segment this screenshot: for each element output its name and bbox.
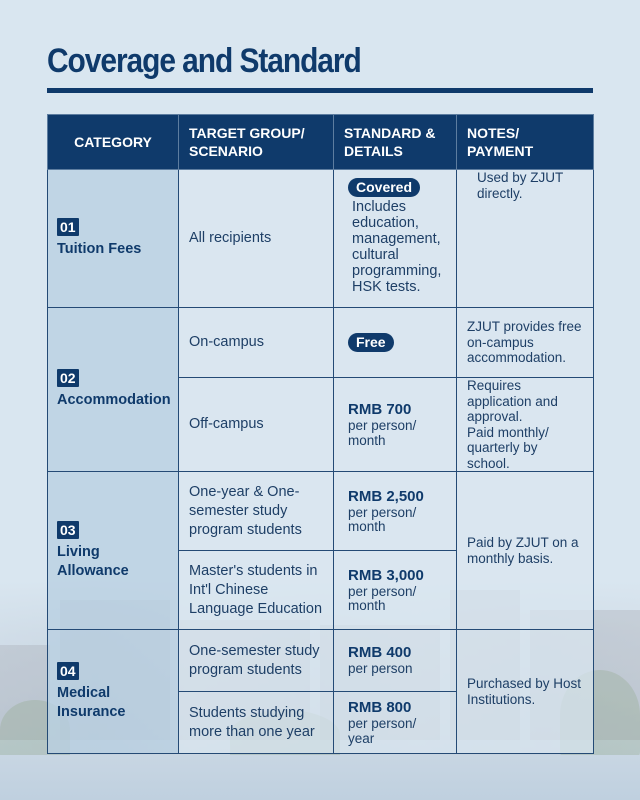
standard-cell bbox=[334, 170, 457, 308]
standard-cell bbox=[334, 630, 457, 692]
standard-cell bbox=[334, 308, 457, 378]
table-row-accommodation-on-campus bbox=[48, 308, 594, 378]
category-name: Accommodation bbox=[57, 392, 171, 408]
table-row-medical-insurance-1 bbox=[48, 630, 594, 692]
header-notes: NOTES/ PAYMENT bbox=[457, 115, 594, 170]
amount: RMB 800 bbox=[348, 699, 412, 716]
target-group-cell: All recipients bbox=[179, 170, 334, 308]
table-row-living-allowance-1 bbox=[48, 472, 594, 551]
notes-cell: Purchased by Host Institutions. bbox=[457, 630, 594, 754]
table-row-tuition bbox=[48, 170, 594, 308]
standard-cell bbox=[334, 472, 457, 551]
amount-unit: per person/ year bbox=[348, 716, 417, 746]
amount-unit: per person/ month bbox=[348, 418, 417, 448]
category-cell-medical-insurance bbox=[48, 630, 179, 754]
amount: RMB 700 bbox=[348, 401, 412, 418]
header-category: CATEGORY bbox=[48, 115, 179, 170]
category-cell-living-allowance bbox=[48, 472, 179, 630]
target-group-cell: Off-campus bbox=[179, 378, 334, 472]
notes-line: Paid monthly/ quarterly by school. bbox=[467, 424, 549, 471]
covered-badge: Covered bbox=[348, 178, 420, 197]
category-cell-tuition bbox=[48, 170, 179, 308]
category-name: Tuition Fees bbox=[57, 241, 142, 257]
notes-cell: Paid by ZJUT on a monthly basis. bbox=[457, 472, 594, 630]
category-number: 04 bbox=[57, 662, 79, 680]
standard-cell bbox=[334, 551, 457, 630]
category-number: 02 bbox=[57, 369, 79, 387]
notes-line: Requires application and approval. bbox=[467, 378, 558, 424]
coverage-table bbox=[47, 114, 594, 754]
category-cell-accommodation bbox=[48, 308, 179, 472]
notes-cell: ZJUT provides free on-campus accommodation. bbox=[457, 308, 594, 378]
standard-details: Includes education, management, cultural programming, HSK tests. bbox=[352, 199, 442, 295]
target-group-cell: One-semester study program students bbox=[179, 630, 334, 692]
amount: RMB 2,500 bbox=[348, 487, 424, 505]
category-number: 01 bbox=[57, 218, 79, 236]
category-name: Living Allowance bbox=[57, 543, 129, 579]
table-header-row bbox=[48, 115, 594, 170]
page-title: Coverage and Standard bbox=[47, 42, 361, 80]
amount-unit: per person bbox=[348, 661, 413, 677]
target-group-cell: Students studying more than one year bbox=[179, 692, 334, 754]
target-group-cell: On-campus bbox=[179, 308, 334, 378]
header-standard: STANDARD & DETAILS bbox=[334, 115, 457, 170]
target-group-cell: Master's students in Int'l Chinese Language Education bbox=[179, 551, 334, 630]
category-name: Medical Insurance bbox=[57, 684, 126, 720]
free-badge: Free bbox=[348, 333, 394, 352]
standard-cell bbox=[334, 378, 457, 472]
amount-unit: per person/ month bbox=[348, 583, 417, 613]
notes-cell bbox=[457, 378, 594, 472]
amount: RMB 3,000 bbox=[348, 566, 424, 584]
amount: RMB 400 bbox=[348, 644, 412, 662]
amount-unit: per person/ month bbox=[348, 504, 417, 534]
category-number: 03 bbox=[57, 521, 79, 539]
standard-cell bbox=[334, 692, 457, 754]
header-target-group: TARGET GROUP/ SCENARIO bbox=[179, 115, 334, 170]
notes-cell: Used by ZJUT directly. bbox=[457, 170, 594, 308]
title-divider bbox=[47, 88, 593, 93]
target-group-cell: One-year & One-semester study program students bbox=[179, 472, 334, 551]
